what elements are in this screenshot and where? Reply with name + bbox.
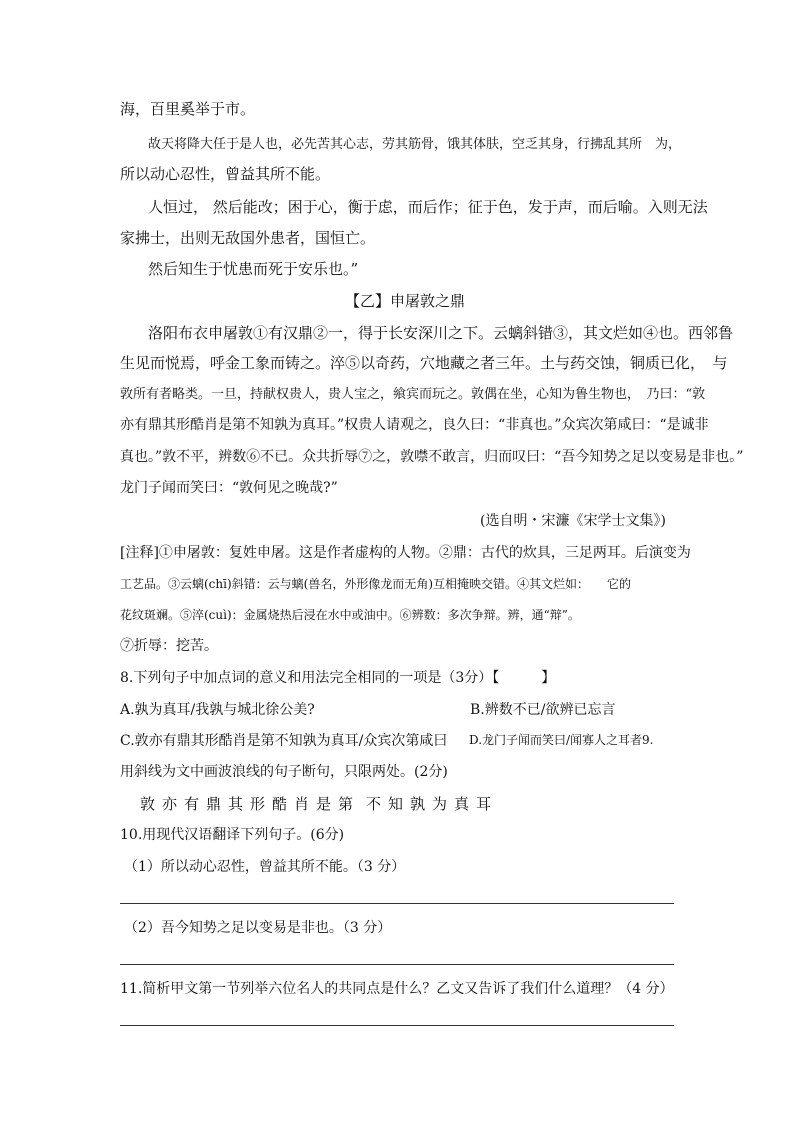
question-8-stem	[120, 671, 555, 685]
passage-a-line-3: 所以动心忍性，曾益其所不能。	[120, 165, 331, 183]
question-8-option-b: B.辨数不已/欲辨已忘言	[470, 702, 616, 718]
sentence-char: 亦	[162, 795, 178, 813]
answer-bracket-close: 】	[541, 670, 556, 686]
sentence-char: 形	[250, 795, 266, 813]
sentence-char: 为	[432, 795, 448, 813]
sentence-char: 不	[366, 795, 382, 813]
answer-bracket-open: 【	[492, 670, 500, 686]
passage-b-title: 【乙】申屠敦之鼎	[345, 292, 466, 310]
passage-a-line-1: 海，百里奚举于市。	[120, 100, 256, 118]
passage-b-line-4: 亦有鼎其形酷肖是第不知孰为真耳。”权贵人请观之，良久曰：“非真也。”众宾次第咸曰：“是诚非	[120, 417, 709, 433]
question-8-text: 8.下列句子中加点词的意义和用法完全相同的一项是（3分）	[120, 670, 493, 686]
sentence-char: 鼎	[206, 795, 222, 813]
notes-line-2: 工艺品。③云螭(chī)斜错：云与螭(兽名，外形像龙而无角)互相掩映交错。④其文烂如： 它的	[120, 577, 632, 591]
sentence-char: 其	[228, 795, 244, 813]
sentence-char: 第	[338, 795, 354, 813]
sentence-char: 是	[316, 795, 332, 813]
answer-line-10-1[interactable]	[120, 903, 674, 904]
question-9-stem: 用斜线为文中画波浪线的句子断句，只限两处。(2分)	[120, 764, 448, 780]
sentence-char: 有	[184, 795, 200, 813]
passage-a-line-2: 故天将降大任于是人也，必先苦其心志，劳其筋骨，饿其体肤，空乏其身，行拂乱其所 为，	[148, 137, 682, 152]
question-10-sentence-2: （2）吾今知势之足以变易是非也。（3 分）	[124, 920, 392, 936]
question-9-sentence	[140, 797, 498, 812]
notes-line-4: ⑦折辱：挖苦。	[120, 638, 218, 654]
passage-b-line-5: 真也。”敦不平，辨数⑥不已。众共折辱⑦之，敦噤不敢言，归而叹曰：“吾今知势之足以变易是非也。”	[120, 449, 744, 465]
sentence-char: 肖	[294, 795, 310, 813]
passage-b-line-1: 洛阳布衣申屠敦①有汉鼎②一，得于长安深川之下。云螭斜错③，其文烂如④也。西邻鲁	[148, 324, 734, 342]
notes-line-1: [注释]①申屠敦：复姓申屠。这是作者虚构的人物。②鼎：古代的炊具，三足两耳。后演变为	[120, 545, 691, 561]
sentence-char: 真	[454, 795, 470, 813]
sentence-char: 孰	[410, 795, 426, 813]
answer-line-10-2[interactable]	[120, 964, 674, 965]
question-8-option-c: C.敦亦有鼎其形酷肖是第不知孰为真耳/众宾次第咸曰	[120, 733, 448, 749]
passage-b-source: (选自明・宋濂《宋学士文集》)	[480, 513, 666, 529]
question-10-stem: 10.用现代汉语翻译下列句子。(6分)	[120, 827, 345, 843]
sentence-char: 知	[388, 795, 404, 813]
passage-b-line-6: 龙门子闻而笑曰：“敦何见之晚哉?”	[120, 480, 338, 496]
sentence-char: 酷	[272, 795, 288, 813]
passage-a-line-4: 人恒过， 然后能改；困于心，衡于虑，而后作；征于色，发于声，而后喻。入则无法	[148, 198, 708, 216]
question-8-option-d: D.龙门子闻而笑曰/闻寡人之耳者9.	[469, 733, 654, 747]
passage-a-line-5: 家拂士，出则无敌国外患者，国恒亡。	[120, 229, 376, 247]
answer-line-11[interactable]	[120, 1025, 674, 1026]
sentence-char: 敦	[140, 795, 156, 813]
passage-b-line-3: 敦所有者略类。一旦，持献权贵人，贵人宝之，飨宾而玩之。敦偶在坐，心知为鲁生物也， 乃曰：“敦	[120, 387, 706, 402]
passage-b-line-2: 生见而悦焉，呼金工象而铸之。淬⑤以奇药，穴地藏之者三年。土与药交蚀，铜质已化， 与	[120, 354, 728, 372]
passage-a-line-6: 然后知生于忧患而死于安乐也。”	[148, 260, 359, 278]
question-11-stem: 11.简析甲文第一节列举六位名人的共同点是什么？乙文又告诉了我们什么道理？（4 分）	[120, 981, 674, 997]
question-10-sentence-1: （1）所以动心忍性，曾益其所不能。（3 分）	[124, 859, 406, 875]
notes-line-3: 花纹斑斓。⑤淬(cuì)：金属烧热后浸在水中或油中。⑥辨数：多次争辩。辨，通“辩”。	[120, 608, 580, 622]
sentence-char: 耳	[476, 795, 492, 813]
question-8-option-a: A.孰为真耳/我孰与城北徐公美?	[120, 702, 315, 718]
